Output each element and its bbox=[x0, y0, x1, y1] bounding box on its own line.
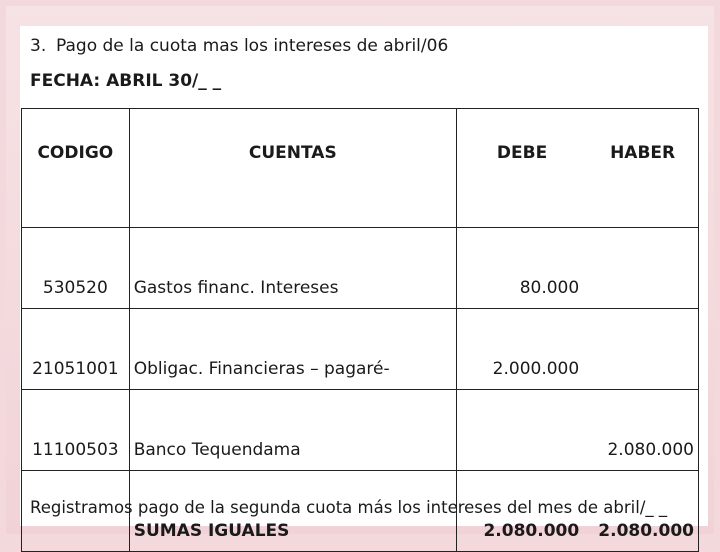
header-cuentas: CUENTAS bbox=[129, 109, 456, 228]
cell-codigo: 21051001 bbox=[22, 309, 130, 390]
totals-label: SUMAS IGUALES bbox=[129, 471, 456, 552]
cell-codigo: 530520 bbox=[22, 228, 130, 309]
cell-debe: 2.000.000 bbox=[456, 309, 587, 390]
date-line: FECHA: ABRIL 30/_ _ bbox=[30, 71, 222, 91]
header-haber: HABER bbox=[587, 109, 698, 228]
document-page bbox=[20, 26, 708, 541]
cell-debe bbox=[456, 390, 587, 471]
cell-haber bbox=[587, 309, 698, 390]
footer-note: Registramos pago de la segunda cuota más los intereses del mes de abril/_ _ bbox=[30, 498, 668, 517]
cell-codigo: 11100503 bbox=[22, 390, 130, 471]
cell-haber bbox=[587, 228, 698, 309]
header-debe: DEBE bbox=[456, 109, 587, 228]
cell-cuenta: Obligac. Financieras – pagaré- bbox=[129, 309, 456, 390]
totals-haber: 2.080.000 bbox=[587, 471, 698, 552]
table-row bbox=[22, 228, 699, 309]
journal-entry-table bbox=[21, 108, 699, 552]
cell-debe: 80.000 bbox=[456, 228, 587, 309]
heading-number: 3. bbox=[30, 36, 47, 56]
cell-cuenta: Banco Tequendama bbox=[129, 390, 456, 471]
slide-background bbox=[6, 6, 714, 541]
cell-cuenta: Gastos financ. Intereses bbox=[129, 228, 456, 309]
heading-text: Pago de la cuota mas los intereses de abril/06 bbox=[56, 36, 449, 56]
totals-debe: 2.080.000 bbox=[456, 471, 587, 552]
section-heading bbox=[30, 36, 448, 56]
table-row bbox=[22, 309, 699, 390]
header-codigo: CODIGO bbox=[22, 109, 130, 228]
table-row bbox=[22, 390, 699, 471]
table-header-row bbox=[22, 109, 699, 228]
cell-haber: 2.080.000 bbox=[587, 390, 698, 471]
